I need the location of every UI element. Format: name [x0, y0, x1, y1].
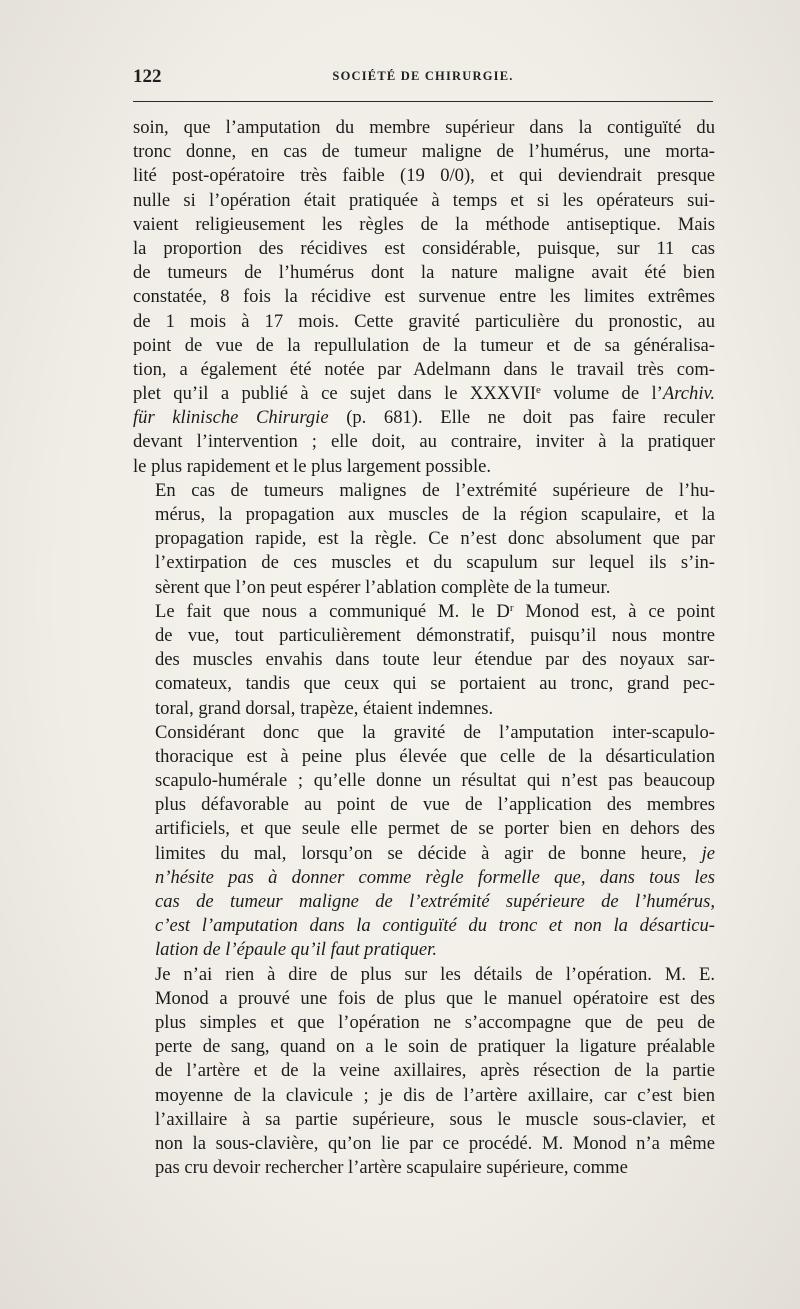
text-line [133, 648, 715, 672]
text-line [133, 189, 715, 213]
text-run: Je n’ai rien à dire de plus sur les détails de l’opération. M. E. [155, 963, 715, 985]
text-run: des muscles envahis dans toute leur étendue par des noyaux sar- [155, 649, 715, 671]
text-run: sèrent que l’on peut espérer l’ablation complète de la tumeur. [155, 576, 611, 598]
text-line [133, 1011, 715, 1035]
text-line [133, 1156, 715, 1180]
text-run: volume de l’ [540, 383, 663, 405]
text-line [133, 164, 715, 188]
text-line [133, 237, 715, 261]
italic-run: je [701, 842, 715, 864]
paragraph [133, 116, 715, 479]
text-run: constatée, 8 fois la récidive est survenue entre les limites extrêmes [133, 286, 715, 308]
text-run: l’extirpation de ces muscles et du scapulum sur lequel ils s’in- [155, 552, 715, 574]
superscript: r [509, 601, 514, 614]
text-line [133, 261, 715, 285]
text-run: de 1 mois à 17 mois. Cette gravité particulière du pronostic, au [133, 310, 715, 332]
text-run: lité post-opératoire très faible (19 0/0), et qui deviendrait presque [133, 165, 715, 187]
italic-run: für klinische Chirurgie [133, 407, 329, 429]
text-run: moyenne de la clavicule ; je dis de l’artère axillaire, car c’est bien [155, 1084, 715, 1106]
text-run: le plus rapidement et le plus largement possible. [133, 455, 492, 477]
text-line [133, 987, 715, 1011]
text-run: nulle si l’opération était pratiquée à temps et si les opérateurs sui- [133, 189, 715, 211]
text-line [133, 116, 715, 140]
text-line [133, 285, 715, 309]
text-run: Considérant donc que la gravité de l’amputation inter-scapulo- [155, 721, 715, 743]
text-run: Monod a prouvé une fois de plus que le manuel opératoire est des [155, 987, 715, 1009]
text-line [133, 672, 715, 696]
text-run: limites du mal, lorsqu’on se décide à agir de bonne heure, [155, 842, 702, 864]
text-run: la proportion des récidives est considérable, puisque, sur 11 cas [133, 237, 715, 259]
text-run: (p. 681). Elle ne doit pas faire reculer [328, 407, 715, 429]
text-run: de tumeurs de l’humérus dont la nature maligne avait été bien [133, 262, 715, 284]
text-run: propagation rapide, est la règle. Ce n’est donc absolument que par [155, 528, 715, 550]
superscript: e [536, 384, 541, 397]
text-line [133, 527, 715, 551]
paragraph [133, 600, 715, 721]
text-line [133, 721, 715, 745]
text-line [133, 576, 715, 600]
text-run: thoracique est à peine plus élevée que celle de la désarticulation [155, 745, 715, 767]
text-line [133, 600, 715, 624]
text-run: Monod est, à ce point [513, 600, 715, 622]
text-line [133, 817, 715, 841]
text-line [133, 430, 715, 454]
text-line [133, 551, 715, 575]
text-run: scapulo-humérale ; qu’elle donne un résultat qui n’est pas beaucoup [155, 770, 715, 792]
text-run: de vue, tout particulièrement démonstratif, puisqu’il nous montre [155, 624, 715, 646]
text-line [133, 334, 715, 358]
text-line [133, 358, 715, 382]
running-title: SOCIÉTÉ DE CHIRURGIE. [332, 69, 514, 83]
text-run: toral, grand dorsal, trapèze, étaient indemnes. [155, 697, 494, 719]
page-number: 122 [133, 66, 162, 87]
text-run: artificiels, et que seule elle permet de se porter bien en dehors des [155, 818, 715, 840]
text-line [133, 624, 715, 648]
text-line [133, 769, 715, 793]
text-run: tronc donne, en cas de tumeur maligne de l’humérus, une morta- [133, 141, 715, 163]
text-run: Le fait que nous a communiqué M. le D [155, 600, 510, 622]
text-run: de l’artère et de la veine axillaires, après résection de la partie [155, 1060, 715, 1082]
text-run: En cas de tumeurs malignes de l’extrémité supérieure de l’hu- [155, 479, 715, 501]
text-run: plet qu’il a publié à ce sujet dans le XXXVII [133, 383, 537, 405]
text-line [133, 213, 715, 237]
text-run: comateux, tandis que ceux qui se portaient au tronc, grand pec- [155, 673, 715, 695]
text-line [133, 140, 715, 164]
italic-run: Archiv. [662, 383, 715, 405]
text-line [133, 914, 715, 938]
text-line [133, 503, 715, 527]
text-run: pas cru devoir rechercher l’artère scapulaire supérieure, comme [155, 1157, 628, 1179]
text-line [133, 382, 715, 406]
text-line [133, 1108, 715, 1132]
text-run: non la sous-clavière, qu’on lie par ce procédé. M. Monod n’a même [155, 1132, 715, 1154]
text-line [133, 697, 715, 721]
text-line [133, 1084, 715, 1108]
text-line [133, 745, 715, 769]
italic-run: cas de tumeur maligne de l’extrémité supérieure de l’humérus, [155, 891, 715, 912]
text-line [133, 1035, 715, 1059]
text-line [133, 1059, 715, 1083]
text-line [133, 890, 715, 914]
text-run: vaient religieusement les règles de la méthode antiseptique. Mais [133, 213, 715, 235]
body-text [133, 116, 715, 1180]
text-line [133, 455, 715, 479]
text-line [133, 842, 715, 866]
text-line [133, 1132, 715, 1156]
text-line [133, 310, 715, 334]
text-line [133, 479, 715, 503]
paragraph [133, 479, 715, 600]
italic-run: n’hésite pas à donner comme règle formelle que, dans tous les [155, 866, 715, 888]
page-header [133, 66, 713, 88]
header-rule [133, 101, 713, 102]
paragraph [133, 963, 715, 1181]
text-run: soin, que l’amputation du membre supérieur dans la contiguïté du [133, 117, 715, 138]
text-run: devant l’intervention ; elle doit, au contraire, inviter à la pratiquer [133, 431, 715, 453]
italic-run: c’est l’amputation dans la contiguïté du tronc et non la désarticu- [155, 915, 715, 937]
text-line [133, 938, 715, 962]
italic-run: lation de l’épaule qu’il faut pratiquer. [155, 939, 437, 961]
text-line [133, 866, 715, 890]
text-run: plus défavorable au point de vue de l’application des membres [155, 794, 715, 816]
text-run: plus simples et que l’opération ne s’accompagne que de peu de [155, 1011, 715, 1033]
text-line [133, 793, 715, 817]
text-run: tion, a également été notée par Adelmann dans le travail très com- [133, 358, 715, 380]
paragraph [133, 721, 715, 963]
text-run: perte de sang, quand on a le soin de pratiquer la ligature préalable [155, 1036, 715, 1058]
text-line [133, 406, 715, 430]
text-run: point de vue de la repullulation de la tumeur et de sa généralisa- [133, 334, 715, 356]
text-line [133, 963, 715, 987]
text-run: mérus, la propagation aux muscles de la région scapulaire, et la [155, 504, 715, 525]
text-run: l’axillaire à sa partie supérieure, sous le muscle sous-clavier, et [155, 1108, 715, 1130]
